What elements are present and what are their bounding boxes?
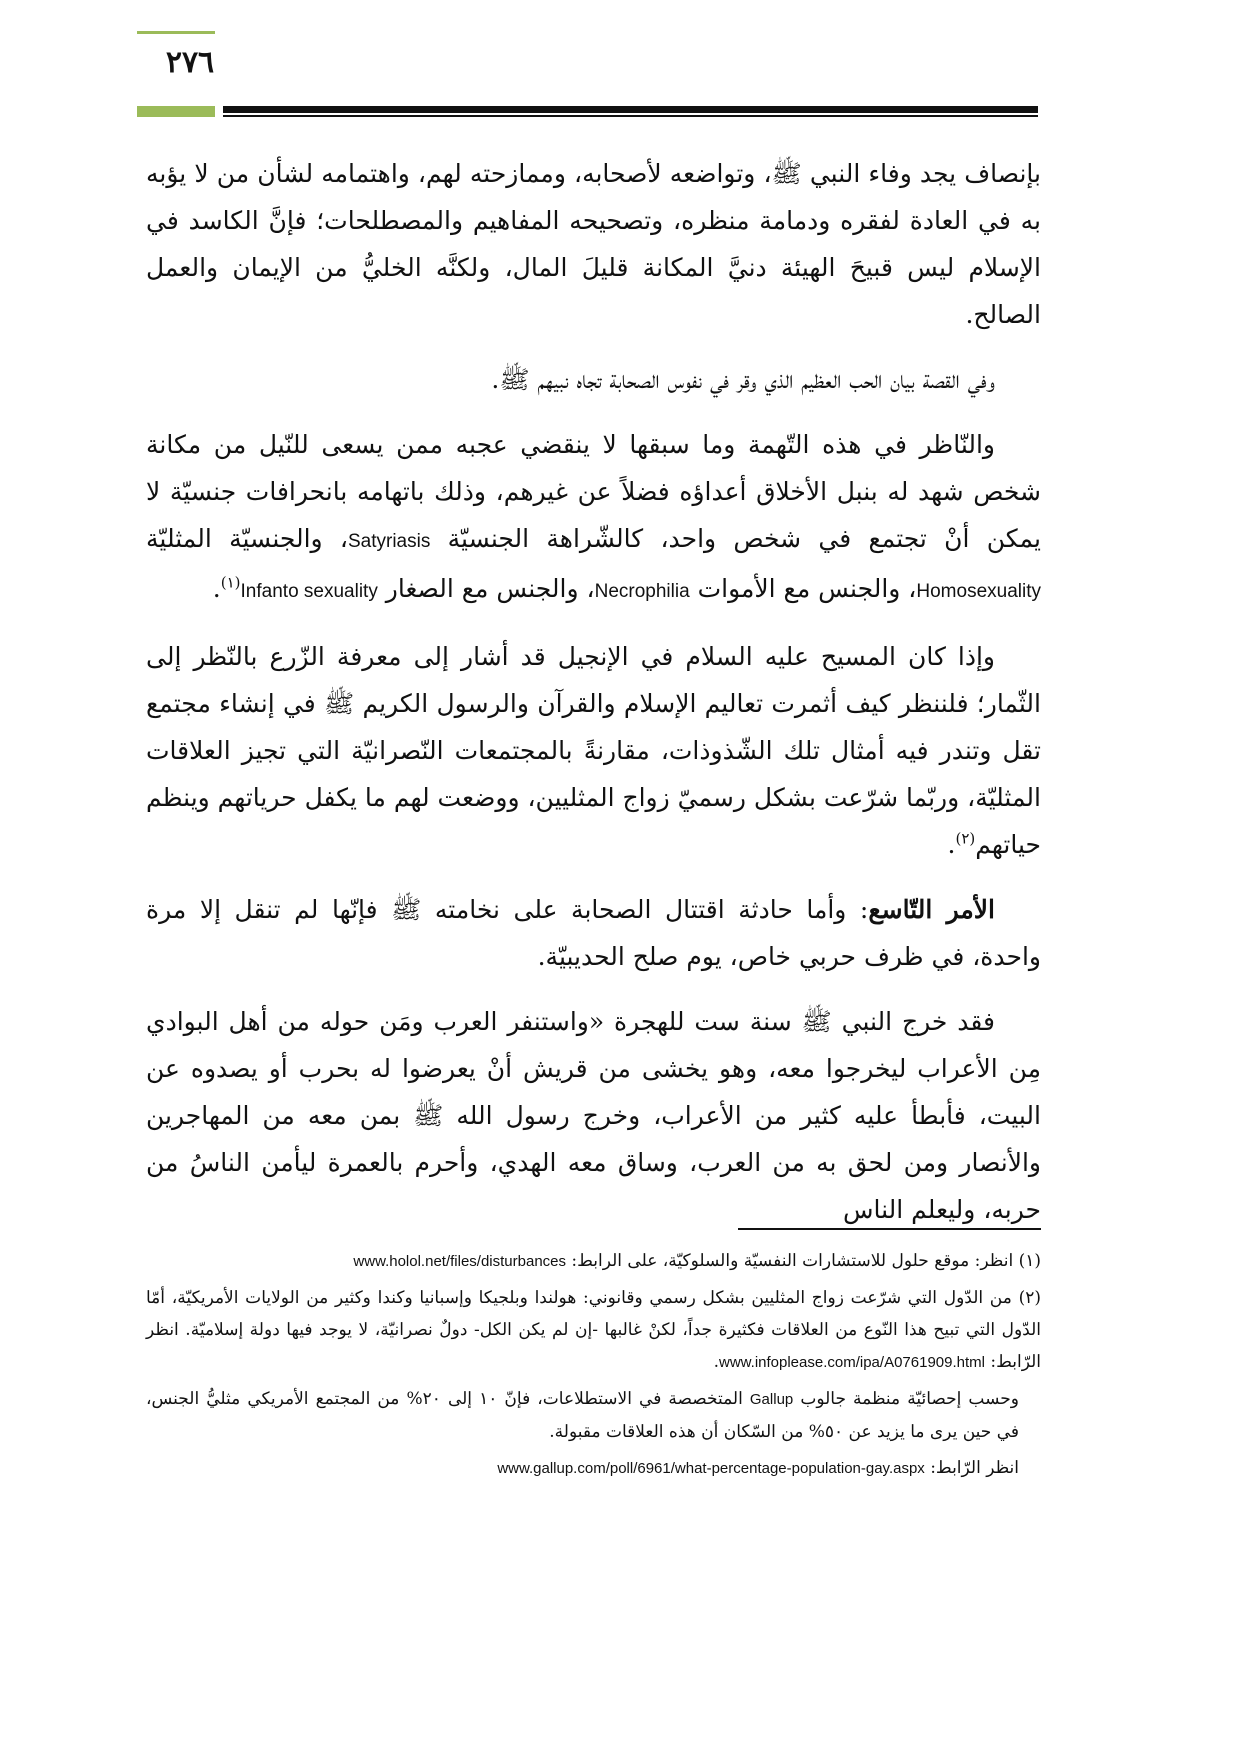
footnote-ref-2[interactable]: (٢) — [955, 829, 976, 848]
footnotes — [146, 1245, 1041, 1489]
header-thin-rule — [223, 115, 1038, 117]
term-necrophilia: Necrophilia — [594, 581, 690, 602]
footnote-2-gallup-a: وحسب إحصائيّة منظمة جالوب — [800, 1389, 1019, 1409]
paragraph-4 — [146, 633, 1041, 868]
section-heading-ninth: الأمر التّاسع — [868, 895, 995, 924]
p4-text: وإذا كان المسيح عليه السلام في الإنجيل قد أشار إلى معرفة الزّرع بالنّظر إلى الثّمار؛ فلننظر كيف أثمرت تعاليم الإسلام والقرآن والرسول الكريم ﷺ في إنشاء مجتمع تقل وتندر فيه أمثال تلك الشّذوذات، مقارنةً بالمجتمعات النّصرانيّة التي تجيز العلاقات المثليّة، وربّما شرّعت بشكل رسميّ زواج المثليين، ووضعت لهم ما يكفل حرياتهم وينظم حياتهم — [146, 642, 1041, 859]
footnote-ref-1[interactable]: (١) — [220, 573, 241, 592]
footnote-1-number: (١) — [1018, 1251, 1041, 1271]
footnote-2-text: من الدّول التي شرّعت زواج المثليين بشكل رسمي وقانوني: هولندا وبلجيكا وإسبانيا وكندا وكثير من الولايات الأمريكيّة، أمّا الدّول التي تبيح هذا النّوع من العلاقات فكثيرة جداً، لكنْ غالبها -إن لم يكن الكل- دولٌ نصرانيّة، لا يوجد فيها دولة إسلاميّة. انظر الرّابط: — [146, 1288, 1041, 1372]
footnote-2-text-end: . — [713, 1352, 719, 1372]
paragraph-1: بإنصاف يجد وفاء النبي ﷺ، وتواضعه لأصحابه، وممازحته لهم، واهتمامه لشأن من لا يؤبه به في العادة لفقره ودمامة منظره، وتصحيحه المفاهيم والمصطلحات؛ فإنَّ الكاسد في الإسلام ليس قبيحَ الهيئة دنيَّ المكانة قليلَ المال، ولكنَّه الخليُّ من الإيمان والعمل الصالح. — [146, 159, 1041, 329]
main-body — [146, 150, 1041, 1251]
footnote-separator — [738, 1228, 1041, 1230]
p3-text-c: ، والجنس مع الأموات — [697, 574, 917, 603]
paragraph-5 — [146, 886, 1041, 980]
paragraph-2: وفي القصة بيان الحب العظيم الذي وقر في نفوس الصحابة تجاه نبيهم ﷺ. — [491, 365, 995, 394]
term-gallup: Gallup — [749, 1391, 794, 1408]
top-green-rule — [137, 31, 215, 34]
footnote-2-gallup-b: المتخصصة في الاستطلاعات، فإنّ ١٠ إلى ٢٠% من المجتمع الأمريكي مثليُّ الجنس، في حين يرى ما يزيد عن ٥٠% من السّكان أن هذه العلاقات مقبولة. — [146, 1389, 1019, 1442]
p3-text-a: والنّاظر في هذه التّهمة وما سبقها لا ينقضي عجبه ممن يسعى للنّيل من مكانة شخص شهد له بنبل الأخلاق أعداؤه فضلاً عن غيرهم، وذلك باتهامه بانحرافات جنسيّة لا يمكن أنْ تجتمع في شخص واحد، كالشّراهة الجنسيّة — [146, 430, 1041, 553]
p4-end: . — [947, 830, 956, 859]
footnote-2-number: (٢) — [1018, 1288, 1041, 1308]
term-homosexuality: Homosexuality — [916, 581, 1041, 602]
footnote-1-text: انظر: موقع حلول للاستشارات النفسيّة والسلوكيّة، على الرابط: — [571, 1251, 1014, 1271]
paragraph-3 — [146, 421, 1041, 615]
p3-text-e: . — [212, 574, 221, 603]
footnote-2-link-1[interactable]: www.infoplease.com/ipa/A0761909.html — [718, 1354, 985, 1371]
footnote-2-see-link: انظر الرّابط: — [930, 1458, 1019, 1478]
footnote-1 — [146, 1245, 1041, 1278]
footnote-2 — [146, 1282, 1041, 1379]
footnote-2-link-line — [146, 1452, 1041, 1485]
footnote-1-link[interactable]: www.holol.net/files/disturbances — [353, 1253, 567, 1270]
paragraph-6: فقد خرج النبي ﷺ سنة ست للهجرة «واستنفر العرب ومَن حوله من أهل البوادي مِن الأعراب ليخرجوا معه، وهو يخشى من قريش أنْ يعرضوا له بحرب أو يصدوه عن البيت، فأبطأ عليه كثير من الأعراب، وخرج رسول الله ﷺ بمن معه من المهاجرين والأنصار ومن لحق به من العرب، وساق معه الهدي، وأحرم بالعمرة ليأمن الناسُ من حربه، وليعلم الناس — [146, 1007, 1041, 1224]
footnote-2-gallup — [146, 1383, 1041, 1448]
term-infanto-sexuality: Infanto sexuality — [240, 581, 378, 602]
header-black-rule — [223, 106, 1038, 113]
header-green-bar — [137, 106, 215, 117]
term-satyriasis: Satyriasis — [347, 531, 431, 552]
page-number: ٢٧٦ — [165, 45, 215, 80]
p5-text: : وأما حادثة اقتتال الصحابة على نخامته ﷺ فإنّها لم تنقل إلا مرة واحدة، في ظرف حربي خاص، يوم صلح الحديبيّة. — [146, 895, 1041, 971]
p3-text-b: ، والجنسيّة المثليّة — [146, 524, 348, 553]
p3-text-d: ، والجنس مع الصغار — [385, 574, 595, 603]
footnote-2-link-2[interactable]: www.gallup.com/poll/6961/what-percentage-population-gay.aspx — [497, 1460, 925, 1477]
